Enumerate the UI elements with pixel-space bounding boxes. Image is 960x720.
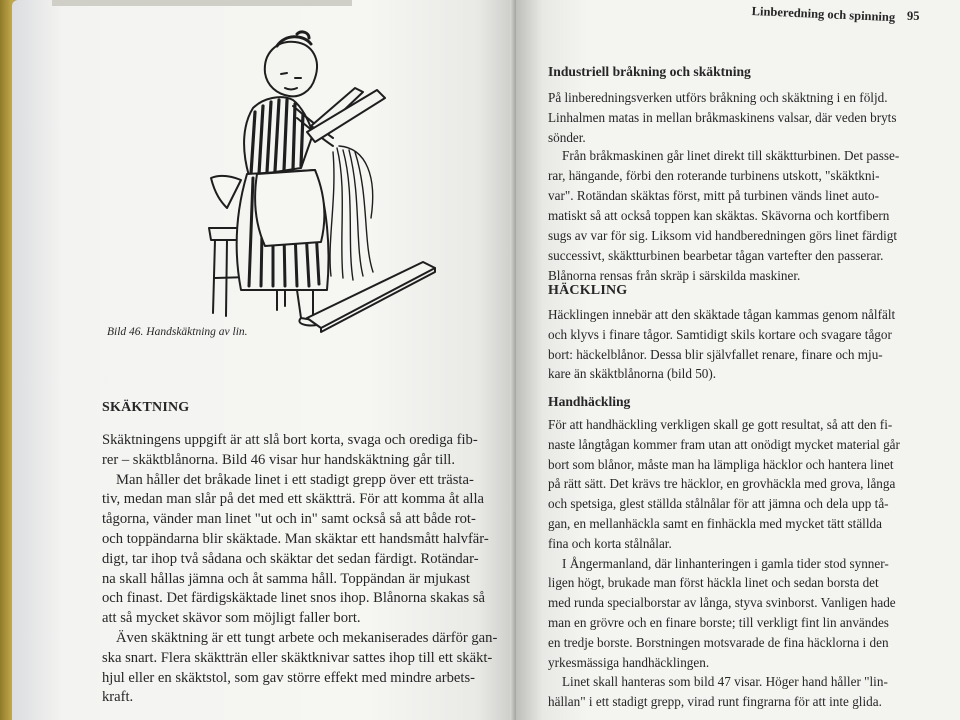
text-line: Skäktningens uppgift är att slå bort korta, svaga och orediga fib- — [102, 432, 478, 448]
text-line: Linhalmen matas in mellan bråkmaskinens valsar, där veden bryts — [548, 110, 897, 125]
text-line: och toppändarna blir skäktade. Man skäktar ett handsmått halvfär- — [102, 530, 489, 547]
left-body-text — [102, 432, 497, 709]
text-line: tiv, medan man slår på det med ett skäktträ. För att komma åt alla — [102, 491, 485, 508]
text-line: matiskt så att också toppen kan skäktas. Skävorna och kortfibern — [548, 208, 890, 223]
text-line: sugs av var för sig. Liksom vid handberedningen görs linet färdigt — [548, 228, 898, 243]
text-line: Linet skall hanteras som bild 47 visar. Höger hand håller "lin- — [562, 674, 888, 690]
text-line: tågorna, vänder man linet "ut och in" samt också så att både rot- — [102, 511, 476, 528]
text-line: och klyvs i finare tågor. Samtidigt skils kortare och svagare tågor — [548, 326, 892, 342]
section-heading-hackling: HÄCKLING — [548, 283, 628, 298]
text-line: Från bråkmaskinen går linet direkt till skäktturbinen. Det passe- — [562, 148, 900, 163]
text-line: bort: häckelblånor. Dessa blir självfallet renare, finare och mju- — [548, 346, 883, 362]
woman-scutching-flax-illustration — [197, 28, 437, 333]
text-line: För att handhäckling verkligen skall ge gott resultat, så att den fi- — [548, 417, 893, 432]
page-number: 95 — [907, 9, 920, 23]
text-line: bort som blånor, måste man ha lämpliga häcklor och hantera linet — [548, 456, 894, 472]
text-line: Blånorna rensas från skräp i särskilda maskiner. — [548, 268, 801, 283]
text-line: rar, hängande, förbi den roterande turbinens utskott, "skäktkni- — [548, 168, 880, 183]
text-line: hjul eller en skäktstol, som gav större effekt med mindre arbets- — [102, 669, 475, 686]
text-line: en tredje borste. Borstningen motsvarade de fina häcklorna i den — [548, 634, 889, 650]
text-line: I Ångermanland, där linhanteringen i gamla tider stod synner- — [562, 555, 889, 571]
text-line: Man håller det bråkade linet i ett stadigt grepp över ett trästa- — [116, 471, 474, 488]
text-line: att så mycket skävor som möjligt faller bort. — [102, 610, 361, 627]
text-line: och spetsiga, glest ställda stålnålar för att jämna och dela upp tå- — [548, 496, 889, 512]
text-line: På linberedningsverken utförs bråkning och skäktning i en följd. — [548, 90, 888, 105]
text-line: med runda specialborstar av långa, styva svinborst. Vanligen hade — [548, 595, 896, 611]
text-line: yrkesmässiga handhäcklingen. — [548, 654, 710, 670]
text-line: gan, en mellanhäckla samt en finhäckla med mycket tätt ställda — [548, 515, 882, 531]
text-line: digt, tar ihop två sådana och skäktar det sedan färdigt. Rotändar- — [102, 550, 479, 567]
text-line: man en grövre och en finare borste; till verkligt fint lin användes — [548, 614, 889, 630]
section-heading-handhackling: Handhäckling — [548, 394, 631, 409]
right-page — [516, 0, 960, 720]
text-line: kare än skäktblånorna (bild 50). — [548, 366, 717, 382]
text-line: ska snart. Flera skäktträn eller skäktknivar sattes ihop till ett skäkt- — [102, 649, 493, 666]
section-heading-skaktning: SKÄKTNING — [102, 400, 190, 415]
text-line: ligen högt, brukade man först häckla linet och sedan borsta det — [548, 575, 879, 591]
hackling-body-text — [548, 307, 895, 386]
figure-caption: Bild 46. Handskäktning av lin. — [107, 326, 248, 338]
text-line: fina och korta stålnålar. — [548, 535, 672, 551]
text-line: hällan" i ett stadigt grepp, virad runt fingrarna för att inte glida. — [548, 694, 882, 710]
handhackling-body-text — [548, 417, 900, 714]
text-line: na skall hållas jämna och åt samma håll. Toppändan är mjukast — [102, 570, 470, 587]
text-line: sönder. — [548, 130, 586, 145]
running-head: Linberedning och spinning — [751, 4, 896, 25]
text-line: kraft. — [102, 689, 134, 706]
text-line: på rätt sätt. Det krävs tre häcklor, en grovhäckla med grova, långa — [548, 476, 896, 492]
industrial-body-text — [548, 90, 899, 288]
text-line: och finast. Det färdigskäktade linet snos ihop. Blånorna skakas så — [102, 590, 485, 607]
text-line: rer – skäktblånorna. Bild 46 visar hur handskäktning går till. — [102, 451, 456, 468]
left-page — [12, 0, 518, 720]
text-line: var". Rotändan skäktas först, mitt på turbinen vänds linet auto- — [548, 188, 879, 203]
text-line: naste långtågan kommer fram utan att onödigt mycket material går — [548, 436, 900, 452]
previous-page-edge — [52, 0, 352, 6]
section-heading-industrial: Industriell bråkning och skäktning — [548, 64, 751, 79]
text-line: Häcklingen innebär att den skäktade tågan kammas genom nålfält — [548, 307, 896, 322]
text-line: Även skäktning är ett tungt arbete och mekaniserades därför gan- — [116, 629, 498, 646]
text-line: successivt, skäktturbinen bearbetar tågan vartefter den passerar. — [548, 248, 884, 263]
